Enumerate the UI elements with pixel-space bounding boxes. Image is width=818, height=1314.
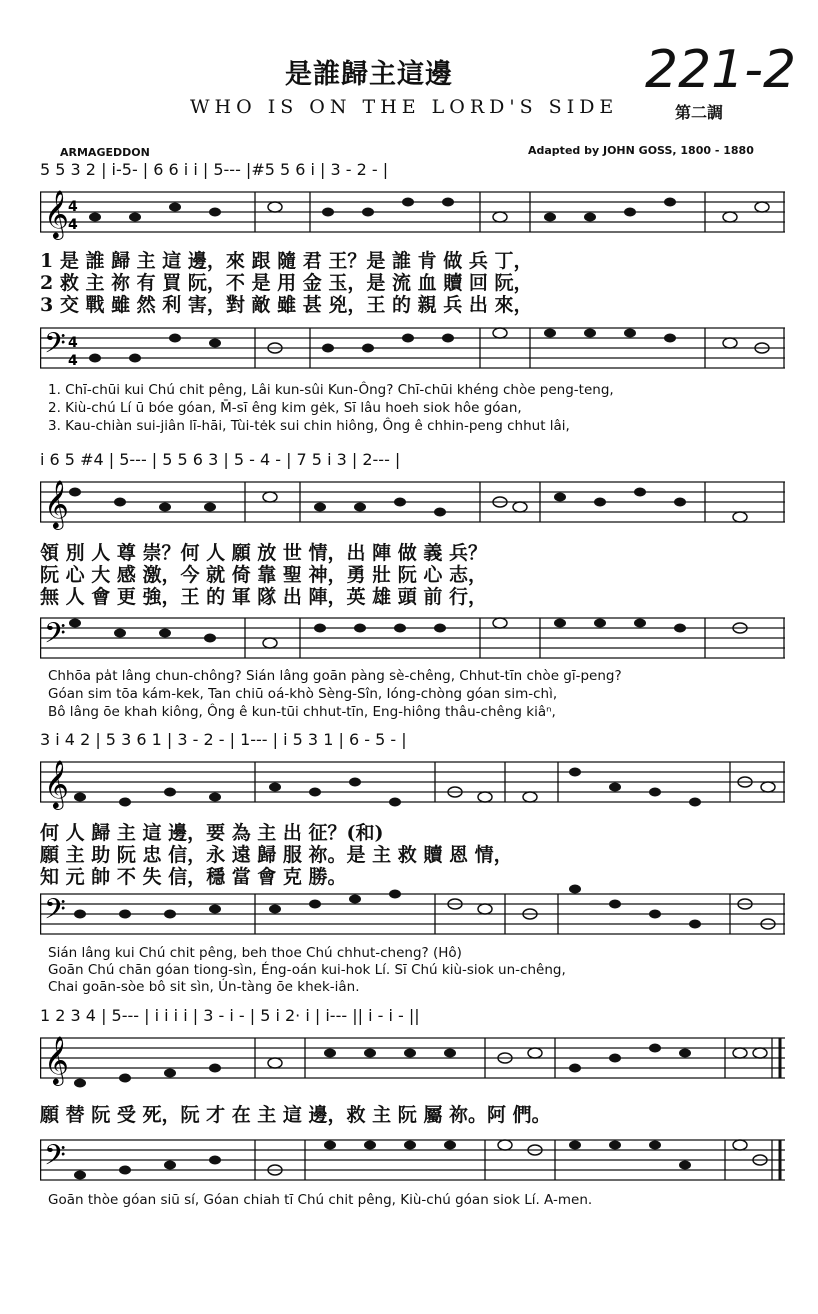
svg-text:𝄞: 𝄞	[44, 479, 69, 528]
romanized-lyric-line: 2. Kiù-chú Lí ū bóe góan, M̄-sī êng kim gėk, Sī lâu hoeh siok hôe góan,	[48, 400, 522, 416]
svg-text:𝄞: 𝄞	[44, 189, 69, 238]
hymn-title-english: WHO IS ON THE LORD'S SIDE	[190, 96, 619, 118]
svg-text:𝄢: 𝄢	[44, 617, 66, 657]
bass-staff	[40, 318, 785, 378]
treble-staff-svg	[40, 752, 785, 814]
romanized-lyric-line: 3. Kau-chiàn sui-jiân lī-hāi, Tùi-tėk sui chin hiông, Ông ê chhin-peng chhut lâi,	[48, 418, 570, 434]
romanized-lyric-line: 1. Chī-chūi kui Chú chit pêng, Lâi kun-sûi Kun-Ông? Chī-chūi khéng chòe peng-teng,	[48, 382, 614, 398]
svg-text:𝄢: 𝄢	[44, 1139, 66, 1179]
chinese-lyric-line: 願 替 阮 受 死，阮 才 在 主 這 邊，救 主 阮 屬 祢。阿 們。	[40, 1104, 551, 1126]
treble-staff	[40, 1028, 785, 1094]
treble-staff	[40, 752, 785, 814]
svg-text:4: 4	[68, 199, 78, 215]
jianpu-line: 5 5 3 2 | i-5- | 6 6 i i | 5--- |#5 5 6 i | 3 - 2 - |	[40, 160, 389, 179]
bass-staff	[40, 1130, 785, 1190]
chinese-lyric-line: 願 主 助 阮 忠 信，永 遠 歸 服 祢。是 主 救 贖 恩 情，	[40, 844, 513, 866]
bass-staff-svg	[40, 1130, 785, 1190]
svg-text:𝄞: 𝄞	[44, 1035, 69, 1084]
svg-text:4: 4	[68, 217, 78, 233]
chinese-lyric-line: 1 是 誰 歸 主 這 邊，來 跟 隨 君 王？是 誰 肯 做 兵 丁，	[40, 250, 533, 272]
treble-staff-svg	[40, 472, 785, 532]
romanized-lyric-line: Chhōa pa̍t lâng chun-chông? Sián lâng goān pàng sè-chêng, Chhut-tīn chòe gī-peng?	[48, 668, 622, 684]
chinese-lyric-line: 何 人 歸 主 這 邊，要 為 主 出 征？(和)	[40, 822, 384, 844]
treble-staff	[40, 182, 785, 242]
chinese-lyric-line: 無 人 會 更 強，王 的 軍 隊 出 陣，英 雄 頭 前 行，	[40, 586, 487, 608]
svg-text:4: 4	[68, 353, 78, 369]
bass-staff	[40, 608, 785, 668]
chinese-lyric-line: 知 元 帥 不 失 信，穩 當 會 克 勝。	[40, 866, 347, 888]
romanized-lyric-line: Goān Chú chān góan tiong-sìn, Éng-oán kui-hok Lí. Sī Chú kiù-siok un-chêng,	[48, 962, 566, 978]
svg-text:𝄢: 𝄢	[44, 893, 66, 933]
romanized-lyric-line: Goān thòe góan siū sí, Góan chiah tī Chú chit pêng, Kiù-chú góan siok Lí. A-men.	[48, 1192, 593, 1208]
romanized-lyric-line: Góan sim tōa kám-kek, Tan chiū oá-khò Sèng-Sîn, Ióng-chòng góan sim-chì,	[48, 686, 558, 702]
romanized-lyric-line: Bô lâng ōe khah kiông, Ông ê kun-tūi chhut-tīn, Eng-hiông thâu-chêng kiâⁿ,	[48, 704, 556, 720]
jianpu-line: i 6 5 #4 | 5--- | 5 5 6 3 | 5 - 4 - | 7 5 i 3 | 2--- |	[40, 450, 401, 469]
romanized-lyric-line: Chai goān-sòe bô sit sìn, Ún-tàng ōe khek-iân.	[48, 979, 360, 995]
jianpu-line: 3 i 4 2 | 5 3 6 1 | 3 - 2 - | 1--- | i 5 3 1 | 6 - 5 - |	[40, 730, 407, 749]
bass-staff-svg	[40, 318, 785, 378]
chinese-lyric-line: 2 救 主 祢 有 買 阮，不 是 用 金 玉，是 流 血 贖 回 阮，	[40, 272, 533, 294]
svg-text:𝄢: 𝄢	[44, 327, 66, 367]
treble-staff	[40, 472, 785, 532]
tune-name: ARMAGEDDON	[60, 146, 150, 159]
svg-text:𝄞: 𝄞	[44, 759, 69, 808]
bass-staff	[40, 884, 785, 944]
treble-staff-svg	[40, 182, 785, 242]
bass-staff-svg	[40, 608, 785, 668]
jianpu-line: 1 2 3 4 | 5--- | i i i i | 3 - i - | 5 i 2· i | i--- || i - i - ||	[40, 1006, 420, 1025]
chinese-lyric-line: 3 交 戰 雖 然 利 害，對 敵 雖 甚 兇，王 的 親 兵 出 來，	[40, 294, 533, 316]
hymn-title-chinese: 是誰歸主這邊	[285, 59, 453, 90]
composer-credit: Adapted by JOHN GOSS, 1800 - 1880	[528, 144, 754, 157]
romanized-lyric-line: Sián lâng kui Chú chit pêng, beh thoe Chú chhut-cheng? (Hô)	[48, 945, 462, 961]
chinese-lyric-line: 阮 心 大 感 激，今 就 倚 靠 聖 神，勇 壯 阮 心 志，	[40, 564, 487, 586]
bass-staff-svg	[40, 884, 785, 944]
hymn-number: 221-2	[645, 40, 797, 100]
treble-staff-svg	[40, 1028, 785, 1094]
key-label: 第二調	[675, 103, 724, 122]
svg-text:4: 4	[68, 335, 78, 351]
chinese-lyric-line: 領 別 人 尊 崇？何 人 願 放 世 情，出 陣 做 義 兵？	[40, 542, 487, 564]
